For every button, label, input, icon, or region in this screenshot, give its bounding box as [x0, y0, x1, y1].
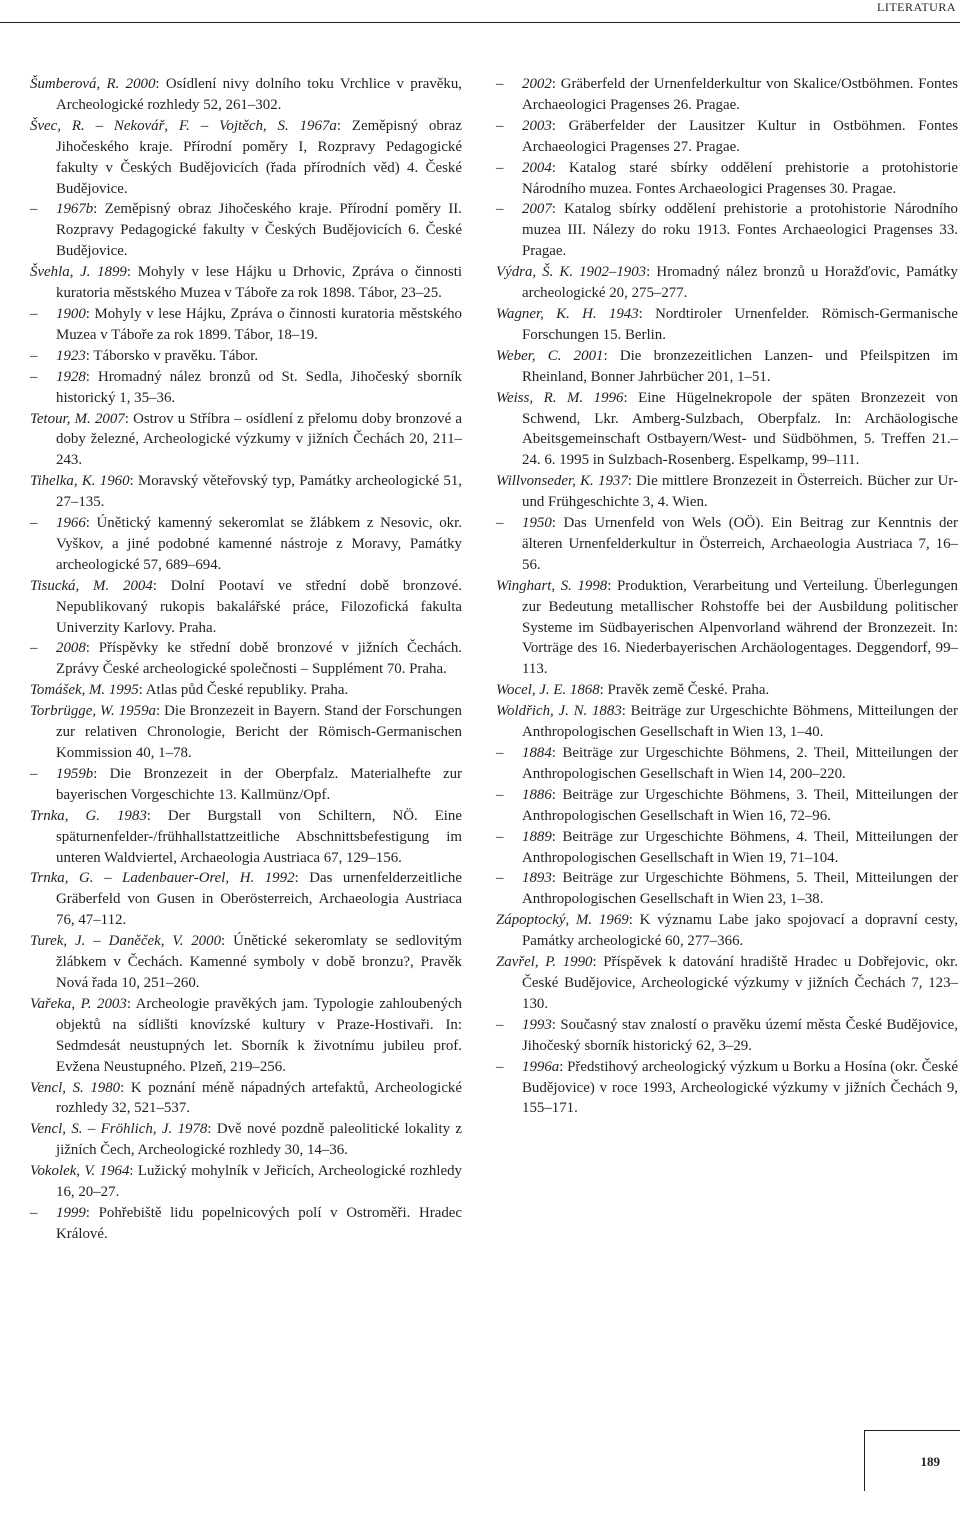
ditto-dash: –	[30, 765, 38, 782]
reference-author-year: Wagner, K. H. 1943	[496, 305, 639, 322]
reference-entry	[30, 74, 462, 116]
reference-details: : Katalog staré sbírky oddělení prehistorie a protohistorie Národního muzea. Fontes Archaeologici Pragenses 30. Pragae.	[522, 159, 958, 197]
reference-author-year: 1967b	[56, 201, 94, 218]
reference-entry	[30, 1078, 462, 1120]
left-column	[30, 74, 462, 1245]
reference-entry	[496, 388, 958, 472]
reference-details: : Beiträge zur Urgeschichte Böhmens, 2. Theil, Mitteilungen der Anthropologischen Gesellschaft in Wien 14, 200–220.	[522, 745, 958, 782]
reference-details: : Die bronzezeitlichen Lanzen- und Pfeilspitzen im Rheinland, Bonner Jahrbücher 201, 1–51.	[522, 347, 958, 385]
reference-author-year: Tihelka, K. 1960	[30, 473, 130, 490]
reference-entry	[30, 994, 462, 1078]
reference-sub-entry	[30, 513, 462, 576]
reference-author-year: 1884	[522, 745, 552, 761]
ditto-dash: –	[30, 368, 38, 385]
reference-details: : Das Urnenfeld von Wels (OÖ). Ein Beitrag zur Kenntnis der älteren Urnenfelderkultur in Österreich, Archaeologia Austriaca 7, 16–56.	[522, 515, 958, 573]
reference-details: : Mohyly v lese Hájku, Zpráva o činnosti kuratoria městského Muzea v Táboře za rok 1899. Tábor, 18–19.	[56, 305, 462, 343]
reference-author-year: 2003	[522, 117, 552, 134]
reference-author-year: Weiss, R. M. 1996	[496, 389, 624, 406]
reference-details: : Der Burgstall von Schiltern, NÖ. Eine späturnenfelder-/frühhallstattzeitliche Abschnittsbefestigung im unteren Waldviertel, Archaeologia Austriaca 67, 129–156.	[56, 807, 462, 866]
reference-author-year: Wocel, J. E. 1868	[496, 682, 600, 699]
right-column	[496, 74, 958, 1119]
reference-sub-entry	[496, 116, 958, 158]
ditto-dash: –	[496, 76, 504, 92]
reference-entry	[496, 576, 958, 681]
running-head: LITERATURA	[877, 0, 956, 14]
ditto-dash: –	[496, 870, 504, 887]
reference-details: : Katalog sbírky oddělení prehistorie a protohistorie Národního muzea III. Nálezy do roku 1913. Fontes Archaeologici Pragenses 33. Pragae.	[522, 201, 958, 260]
reference-details: : Osídlení nivy dolního toku Vrchlice v pravěku, Archeologické rozhledy 52, 261–302.	[56, 76, 462, 113]
reference-author-year: Weber, C. 2001	[496, 347, 604, 364]
reference-author-year: 1999	[56, 1204, 86, 1221]
reference-details: : Mohyly v lese Hájku u Drhovic, Zpráva o činnosti kuratoria městského Muzea v Táboře za rok 1898. Tábor, 23–25.	[56, 264, 462, 302]
reference-author-year: Winghart, S. 1998	[496, 577, 608, 594]
reference-author-year: 1900	[56, 305, 86, 322]
page-number-frame	[864, 1430, 960, 1491]
reference-details: : Die mittlere Bronzezeit in Österreich. Bücher zur Ur- und Frühgeschichte 3, 4. Wien.	[522, 473, 959, 511]
reference-details: : Zeměpisný obraz Jihočeského kraje. Přírodní poměry I, Rozpravy Pedagogické fakulty v Českých Budějovicích (řada přírodních věd) 4. České Budějovice.	[56, 117, 462, 197]
reference-details: : Die Bronzezeit in Bayern. Stand der Forschungen zur relativen Chronologie, Bericht der Römisch-Germanischen Kommission 40, 1–78.	[56, 703, 462, 761]
reference-sub-entry	[496, 785, 958, 827]
reference-entry	[30, 680, 462, 701]
reference-author-year: 1893	[522, 870, 552, 887]
reference-details: : Beiträge zur Urgeschichte Böhmens, Mitteilungen der Anthropologischen Gesellschaft in Wien 13, 1–40.	[522, 703, 958, 741]
reference-sub-entry	[496, 1057, 958, 1120]
reference-entry	[30, 576, 462, 639]
reference-sub-entry	[496, 743, 958, 785]
reference-entry	[496, 346, 958, 388]
reference-entry	[30, 931, 462, 994]
reference-sub-entry	[496, 513, 958, 576]
reference-author-year: 1993	[522, 1016, 552, 1033]
ditto-dash: –	[30, 347, 38, 364]
reference-details: : Pravěk země České. Praha.	[599, 682, 770, 699]
reference-details: : Předstihový archeologický výzkum u Borku a Hosína (okr. České Budějovice) v roce 1993, Archeologické výzkumy v jižních Čechách 9, 155–171.	[522, 1058, 958, 1117]
reference-sub-entry	[30, 638, 462, 680]
reference-sub-entry	[30, 199, 462, 262]
ditto-dash: –	[30, 515, 38, 532]
reference-author-year: 2008	[56, 640, 86, 657]
ditto-dash: –	[496, 201, 504, 218]
reference-author-year: 1959b	[56, 765, 94, 782]
reference-details: : Příspěvky ke střední době bronzové v jižních Čechách. Zprávy České archeologické společnosti – Supplément 70. Praha.	[56, 640, 462, 678]
reference-author-year: Šumberová, R. 2000	[30, 76, 156, 92]
reference-entry	[30, 806, 462, 869]
reference-author-year: Woldřich, J. N. 1883	[496, 703, 622, 720]
reference-author-year: Vencl, S. – Fröhlich, J. 1978	[30, 1121, 208, 1138]
reference-details: : Gräberfeld der Urnenfelderkultur von Skalice/Ostböhmen. Fontes Archaeologici Pragenses 26. Pragae.	[522, 76, 958, 113]
reference-sub-entry	[496, 827, 958, 869]
reference-author-year: Tetour, M. 2007	[30, 410, 125, 427]
reference-author-year: Zápoptocký, M. 1969	[496, 912, 629, 929]
reference-entry	[496, 304, 958, 346]
reference-details: : Ostrov u Stříbra – osídlení z přelomu doby bronzové a doby železné, Archeologické výzkumy v jižních Čechách 20, 211–243.	[56, 410, 462, 469]
reference-sub-entry	[496, 158, 958, 200]
reference-entry	[496, 680, 958, 701]
ditto-dash: –	[30, 1204, 38, 1221]
reference-details: : Atlas půd České republiky. Praha.	[138, 682, 349, 699]
reference-author-year: Vokolek, V. 1964	[30, 1163, 130, 1180]
reference-entry	[30, 1119, 462, 1161]
reference-sub-entry	[30, 346, 462, 367]
reference-sub-entry	[496, 868, 958, 910]
reference-details: : Dvě nové pozdně paleolitické lokality z jižních Čech, Archeologické rozhledy 30, 14–36.	[56, 1121, 462, 1159]
reference-author-year: Švec, R. – Nekovář, F. – Vojtěch, S. 1967a	[30, 117, 337, 134]
reference-details: : Únětický kamenný sekeromlat se žlábkem z Nesovic, okr. Vyškov, a jiné podobné kamenné nástroje z Moravy, Památky archeologické 57, 689–694.	[56, 515, 462, 573]
reference-details: : Únětické sekeromlaty se sedlovitým žlábkem v Čechách. Kamenné symboly v době bronzu?, Pravěk Nová řada 10, 251–260.	[56, 933, 462, 991]
reference-details: : Eine Hügelnekropole der späten Bronzezeit von Schwend, Lkr. Amberg-Sulzbach, Oberpfalz. In: Archäologische Abeitsgemeinschaft Ostbayern/West- und Südböhmen, 5. Treffen 21.–24. 6. 1995 in Sulzbach-Rosenberg. Espelkamp, 99–111.	[522, 389, 958, 469]
reference-sub-entry	[496, 1015, 958, 1057]
reference-details: : K významu Labe jako spojovací a dopravní cesty, Památky archeologické 60, 277–366.	[522, 912, 958, 950]
reference-sub-entry	[496, 74, 958, 116]
reference-entry	[496, 262, 958, 304]
reference-author-year: 1996a	[522, 1058, 560, 1075]
ditto-dash: –	[496, 828, 504, 845]
reference-details: : Zeměpisný obraz Jihočeského kraje. Přírodní poměry II. Rozpravy Pedagogické fakulty v Českých Budějovicích 6. České Budějovice.	[56, 201, 462, 260]
reference-author-year: Trnka, G. 1983	[30, 807, 147, 824]
reference-entry	[30, 701, 462, 764]
reference-details: : Produktion, Verarbeitung und Verteilung. Überlegungen zur Bedeutung metallischer Rohstoffe bei der Ausbildung politischer Systeme im Südbayerischen Alpenvorland während der Bronzezeit. In: Vorträge des 16. Niederbayerischen Archäologentages. Deggendorf, 99–113.	[522, 577, 958, 678]
reference-author-year: Vařeka, P. 2003	[30, 995, 127, 1012]
ditto-dash: –	[30, 640, 38, 657]
reference-details: : Die Bronzezeit in der Oberpfalz. Materialhefte zur bayerischen Vorgeschichte 13. Kallmünz/Opf.	[56, 765, 462, 803]
reference-details: : K poznání méně nápadných artefaktů, Archeologické rozhledy 32, 521–537.	[56, 1079, 462, 1117]
reference-entry	[30, 1161, 462, 1203]
reference-entry	[30, 116, 462, 200]
reference-author-year: Tisucká, M. 2004	[30, 577, 153, 594]
reference-author-year: Willvonseder, K. 1937	[496, 473, 628, 490]
reference-entry	[496, 471, 958, 513]
reference-entry	[496, 910, 958, 952]
reference-details: : Archeologie pravěkých jam. Typologie zahloubených objektů na sídlišti knovízské kultury v Praze-Hostivaři. In: Sedmdesát neustupných let. Sborník k životnímu jubileu prof. Evžena Neustupného. Plzeň, 219–256.	[56, 995, 462, 1075]
reference-details: : Beiträge zur Urgeschichte Böhmens, 4. Theil, Mitteilungen der Anthropologischen Gesellschaft in Wien 19, 71–104.	[522, 828, 958, 866]
reference-author-year: Výdra, Š. K. 1902–1903	[496, 264, 647, 281]
reference-details: : Táborsko v pravěku. Tábor.	[85, 347, 259, 364]
ditto-dash: –	[30, 305, 38, 322]
reference-details: : Beiträge zur Urgeschichte Böhmens, 5. Theil, Mitteilungen der Anthropologischen Gesellschaft in Wien 23, 1–38.	[522, 870, 958, 908]
reference-sub-entry	[496, 199, 958, 262]
ditto-dash: –	[496, 515, 504, 532]
reference-details: : Beiträge zur Urgeschichte Böhmens, 3. Theil, Mitteilungen der Anthropologischen Gesellschaft in Wien 16, 72–96.	[522, 786, 958, 824]
ditto-dash: –	[496, 117, 504, 134]
reference-author-year: 1950	[522, 515, 552, 532]
ditto-dash: –	[496, 1058, 504, 1075]
reference-author-year: 1928	[56, 368, 86, 385]
ditto-dash: –	[30, 201, 38, 218]
page-number: 189	[920, 1454, 940, 1469]
reference-sub-entry	[30, 1203, 462, 1245]
reference-details: : Das urnenfelderzeitliche Gräberfeld von Gusen in Oberösterreich, Archaeologia Austriaca 76, 47–112.	[56, 870, 462, 929]
reference-author-year: 1966	[56, 515, 86, 532]
reference-details: : Příspěvek k datování hradiště Hradec u Dobřejovic, okr. České Budějovice, Archeologické výzkumy v jižních Čechách 7, 123–130.	[522, 954, 958, 1012]
header-rule	[0, 22, 960, 23]
reference-sub-entry	[30, 304, 462, 346]
reference-details: : Dolní Pootaví ve střední době bronzové. Nepublikovaný rukopis bakalářské práce, Filozofická fakulta Univerzity Karlovy. Praha.	[56, 577, 462, 636]
ditto-dash: –	[496, 786, 504, 803]
reference-entry	[496, 952, 958, 1015]
reference-author-year: 1923	[56, 347, 86, 364]
reference-author-year: Zavřel, P. 1990	[496, 954, 593, 971]
reference-entry	[30, 471, 462, 513]
reference-author-year: 1886	[522, 786, 552, 803]
reference-author-year: Vencl, S. 1980	[30, 1079, 121, 1096]
reference-details: : Pohřebiště lidu popelnicových polí v Ostroměři. Hradec Králové.	[56, 1204, 462, 1242]
reference-entry	[30, 868, 462, 931]
reference-author-year: 2002	[522, 76, 552, 92]
reference-details: : Hromadný nález bronzů u Horažďovic, Památky archeologické 20, 275–277.	[522, 264, 958, 302]
reference-author-year: Tomášek, M. 1995	[30, 682, 139, 699]
reference-author-year: Trnka, G. – Ladenbauer-Orel, H. 1992	[30, 870, 295, 887]
reference-entry	[30, 409, 462, 472]
ditto-dash: –	[496, 745, 504, 761]
reference-details: : Gräberfelder der Lausitzer Kultur in Ostböhmen. Fontes Archaeologici Pragenses 27. Pragae.	[522, 117, 958, 155]
reference-details: : Současný stav znalostí o pravěku území města České Budějovice, Jihočeský sborník historický 62, 3–29.	[522, 1016, 958, 1054]
reference-author-year: 2007	[522, 201, 552, 218]
reference-author-year: Švehla, J. 1899	[30, 264, 127, 281]
reference-details: : Nordtiroler Urnenfelder. Römisch-Germanische Forschungen 15. Berlin.	[522, 305, 958, 343]
ditto-dash: –	[496, 1016, 504, 1033]
reference-sub-entry	[30, 367, 462, 409]
reference-author-year: Torbrügge, W. 1959a	[30, 703, 156, 720]
reference-author-year: Turek, J. – Daněček, V. 2000	[30, 933, 222, 950]
ditto-dash: –	[496, 159, 504, 176]
reference-entry	[30, 262, 462, 304]
reference-entry	[496, 701, 958, 743]
reference-sub-entry	[30, 764, 462, 806]
reference-author-year: 2004	[522, 159, 552, 176]
reference-details: : Moravský věteřovský typ, Památky archeologické 51, 27–135.	[56, 473, 462, 511]
reference-details: : Lužický mohylník v Jeřicích, Archeologické rozhledy 16, 20–27.	[56, 1163, 462, 1201]
reference-author-year: 1889	[522, 828, 552, 845]
reference-details: : Hromadný nález bronzů od St. Sedla, Jihočeský sborník historický 1, 35–36.	[56, 368, 462, 406]
